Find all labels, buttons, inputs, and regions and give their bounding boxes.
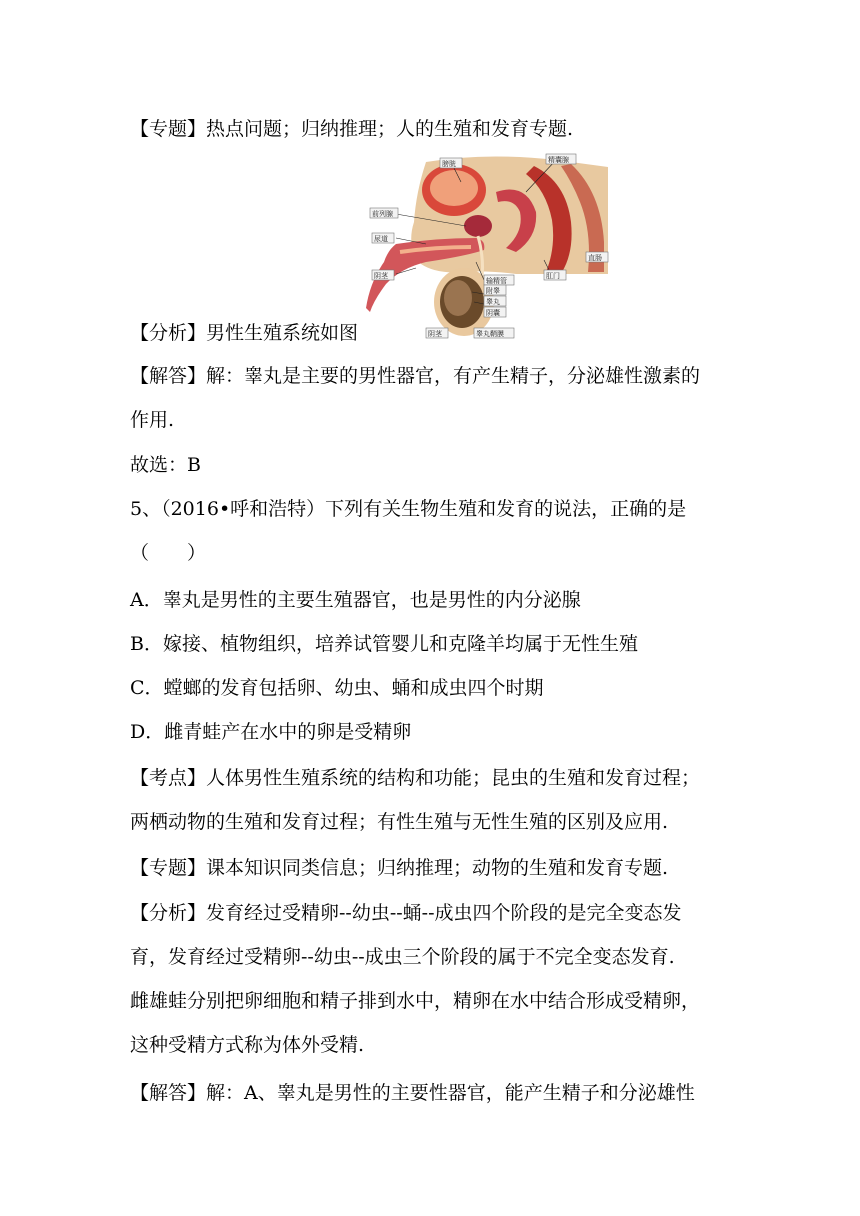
label-scrotum: 阴囊 bbox=[486, 309, 500, 317]
text-line: （ ） bbox=[130, 542, 207, 564]
text-line: 这种受精方式称为体外受精. bbox=[130, 1034, 365, 1056]
option-d: D．雌青蛙产在水中的卵是受精卵 bbox=[130, 721, 412, 743]
label-penis-bottom: 阴茎 bbox=[428, 330, 442, 338]
label-penis: 阴茎 bbox=[374, 272, 388, 280]
text-line: 【专题】热点问题；归纳推理；人的生殖和发育专题. bbox=[130, 118, 574, 140]
text-line: 【考点】人体男性生殖系统的结构和功能；昆虫的生殖和发育过程； bbox=[130, 767, 701, 789]
text-line: 育，发育经过受精卵--幼虫--成虫三个阶段的属于不完全变态发育. bbox=[130, 946, 675, 968]
text-line: 【分析】发育经过受精卵--幼虫--蛹--成虫四个阶段的是完全变态发 bbox=[130, 902, 682, 924]
label-tunica-vaginalis: 睾丸鞘膜 bbox=[476, 330, 504, 338]
option-c: C．螳螂的发育包括卵、幼虫、蛹和成虫四个时期 bbox=[130, 677, 544, 699]
label-seminal-vesicle: 精囊腺 bbox=[548, 156, 569, 164]
text-line: 【分析】男性生殖系统如图 bbox=[130, 322, 359, 344]
option-b: B．嫁接、植物组织，培养试管婴儿和克隆羊均属于无性生殖 bbox=[130, 633, 638, 655]
text-line: 5、（2016•呼和浩特）下列有关生物生殖和发育的说法，正确的是 bbox=[130, 498, 687, 520]
label-vas-deferens: 输精管 bbox=[486, 277, 507, 285]
text-line: 作用. bbox=[130, 409, 175, 431]
text-line: 【解答】解：A、睾丸是男性的主要性器官，能产生精子和分泌雄性 bbox=[130, 1082, 695, 1104]
text-line: 【专题】课本知识同类信息；归纳推理；动物的生殖和发育专题. bbox=[130, 857, 669, 879]
label-rectum: 直肠 bbox=[588, 254, 602, 262]
label-bladder: 膀胱 bbox=[442, 160, 456, 168]
text-line: 雌雄蛙分别把卵细胞和精子排到水中，精卵在水中结合形成受精卵， bbox=[130, 990, 701, 1012]
text-line: 故选：B bbox=[130, 454, 201, 476]
label-urethra: 尿道 bbox=[374, 235, 388, 243]
label-prostate: 前列腺 bbox=[372, 210, 393, 218]
label-anus: 肛门 bbox=[546, 272, 560, 280]
text-line: 两栖动物的生殖和发育过程；有性生殖与无性生殖的区别及应用. bbox=[130, 811, 669, 833]
option-a: A．睾丸是男性的主要生殖器官，也是男性的内分泌腺 bbox=[130, 589, 581, 611]
text-line: 【解答】解：睾丸是主要的男性器官，有产生精子，分泌雄性激素的 bbox=[130, 365, 701, 387]
label-testis: 睾丸 bbox=[486, 298, 500, 306]
male-reproductive-system-figure bbox=[366, 152, 614, 342]
label-epididymis: 附睾 bbox=[486, 287, 500, 295]
